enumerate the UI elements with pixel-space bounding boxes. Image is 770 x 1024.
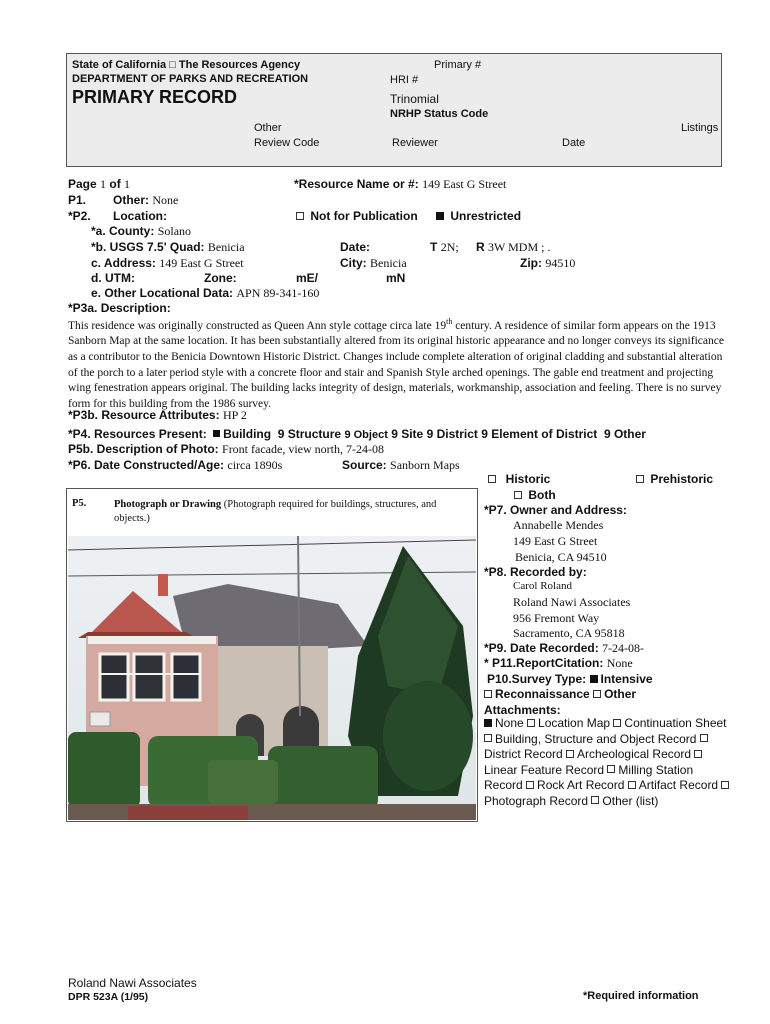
p2-label: Location: [113, 209, 167, 223]
attach-linear-feature-record[interactable]: Linear Feature Record [484, 747, 705, 777]
house-photo [68, 536, 476, 820]
county-row: *a. County: Solano [91, 224, 192, 238]
p8-label: *P8. Recorded by: [484, 565, 587, 579]
nrhp-label: NRHP Status Code [390, 108, 489, 120]
p5b-row: P5b. Description of Photo: Front facade, view north, 7-24-08 [68, 442, 384, 456]
checkbox-icon[interactable] [484, 690, 492, 698]
checkbox-icon[interactable] [593, 690, 601, 698]
zip-row: Zip: 94510 [520, 256, 576, 270]
quad-row: *b. USGS 7.5' Quad: Benicia [91, 240, 245, 254]
date-label: Date [562, 137, 586, 149]
primary-label: Primary # [434, 59, 482, 71]
description-paragraph: This residence was originally constructed as Queen Ann style cottage circa late 19th century. A residence of similar form appears on the 1913 Sanborn Map at the same location. It has been substantially altered from its original historic appearance and no longer conveys its significance as a contributor to the Benicia Downtown Historic District. Changes include complete alteration of original cladding and substantial alteration of the porch to a later period style with a concrete floor and stair and Spanish Style arched openings. The gable end treatment and projecting wing fenestration appears original. The building lacks integrity of design, materials, workmanship, association and feeling. There is no survey form for this building from the 1986 survey. [68, 317, 724, 410]
checkbox-icon [296, 212, 304, 220]
reviewer-label: Reviewer [392, 137, 438, 149]
recorder-name: Carol Roland [513, 580, 572, 592]
review-code-label: Review Code [254, 137, 320, 149]
required-note: *Required information [583, 990, 699, 1002]
checkbox-icon [488, 475, 496, 483]
recorder-street: 956 Fremont Way [513, 611, 600, 625]
form-code: DPR 523A (1/95) [68, 991, 149, 1003]
prehistoric-option[interactable]: Prehistoric [636, 472, 713, 486]
p7-label: *P7. Owner and Address: [484, 503, 627, 517]
checkbox-icon [213, 430, 220, 437]
range: R 3W MDM ; . [476, 240, 551, 254]
attach-none[interactable]: None [484, 716, 524, 730]
page-number: Page 1 of 1 [68, 177, 131, 191]
other-locational-row: e. Other Locational Data: APN 89-341-160 [91, 286, 320, 300]
attach-other-list[interactable]: Other (list) [591, 794, 658, 808]
checkbox-icon[interactable] [590, 675, 598, 683]
p1-other: Other: None [113, 193, 179, 207]
source-row: Source: Sanborn Maps [342, 458, 460, 472]
footer-org: Roland Nawi Associates [68, 976, 197, 990]
p1-num: P1. [68, 193, 87, 207]
p5-label: Photograph or Drawing (Photograph required for buildings, structures, and objects.) [114, 499, 437, 524]
attach-district-record[interactable]: District Record [484, 732, 711, 762]
attach-rock-art-record[interactable]: Rock Art Record [526, 778, 624, 792]
trinomial-label: Trinomial [390, 92, 439, 106]
recorder-city: Sacramento, CA 95818 [513, 626, 625, 640]
township: T 2N; [430, 240, 459, 254]
p5-num: P5. [72, 498, 87, 509]
attach-location-map[interactable]: Location Map [527, 716, 610, 730]
p9-row: *P9. Date Recorded: 7-24-08- [484, 641, 645, 655]
address-row: c. Address: 149 East G Street [91, 256, 244, 270]
listings-label: Listings [681, 122, 719, 134]
zone-label: Zone: [204, 271, 237, 285]
attachments-list [484, 716, 734, 809]
hri-label: HRI # [390, 74, 419, 86]
quad-date-label: Date: [340, 240, 371, 254]
attach-artifact-record[interactable]: Artifact Record [628, 778, 718, 792]
attach-building-record[interactable]: Building, Structure and Object Record [484, 732, 696, 746]
other-label: Other [254, 122, 282, 134]
both-option[interactable]: Both [514, 488, 556, 502]
not-for-publication-option[interactable]: Not for Publication [296, 209, 418, 223]
p11-row: * P11.ReportCitation: None [484, 656, 633, 670]
form-title: PRIMARY RECORD [72, 87, 238, 107]
owner-street: 149 East G Street [513, 534, 598, 548]
owner-name: Annabelle Mendes [513, 518, 604, 532]
owner-city: Benicia, CA 94510 [515, 550, 607, 564]
checkbox-icon [636, 475, 644, 483]
resource-name: *Resource Name or #: 149 East G Street [294, 177, 507, 191]
department-name: DEPARTMENT OF PARKS AND RECREATION [72, 73, 309, 85]
p3b-row: *P3b. Resource Attributes: HP 2 [68, 408, 247, 422]
p6-row: *P6. Date Constructed/Age: circa 1890s [68, 458, 283, 472]
attach-archeological-record[interactable]: Archeological Record [566, 747, 691, 761]
p4-row: *P4. Resources Present: Building 9 Structure 9 Object 9 Site 9 District 9 Element of District 9 Other [68, 427, 646, 441]
recorder-org: Roland Nawi Associates [513, 595, 631, 609]
utm-label: d. UTM: [91, 271, 135, 285]
unrestricted-option[interactable]: Unrestricted [436, 209, 521, 223]
mn-label: mN [386, 271, 406, 285]
checkbox-icon [514, 491, 522, 499]
attach-photograph-record[interactable]: Photograph Record [484, 778, 732, 808]
attach-milling-station-record[interactable]: Milling Station Record [484, 762, 694, 792]
checkbox-icon [436, 212, 444, 220]
p2-num: *P2. [68, 209, 91, 223]
me-label: mE/ [296, 271, 319, 285]
attachments-label: Attachments: [484, 703, 561, 717]
survey-type-options: Reconnaissance Other [484, 687, 636, 701]
city-row: City: Benicia [340, 256, 407, 270]
agency-line: State of California □ The Resources Agency [72, 59, 301, 71]
historic-option[interactable]: Historic [488, 472, 550, 486]
p3a-label: *P3a. Description: [68, 301, 171, 315]
attach-continuation-sheet[interactable]: Continuation Sheet [613, 716, 726, 730]
p10-row: P10.Survey Type: Intensive [487, 672, 653, 686]
